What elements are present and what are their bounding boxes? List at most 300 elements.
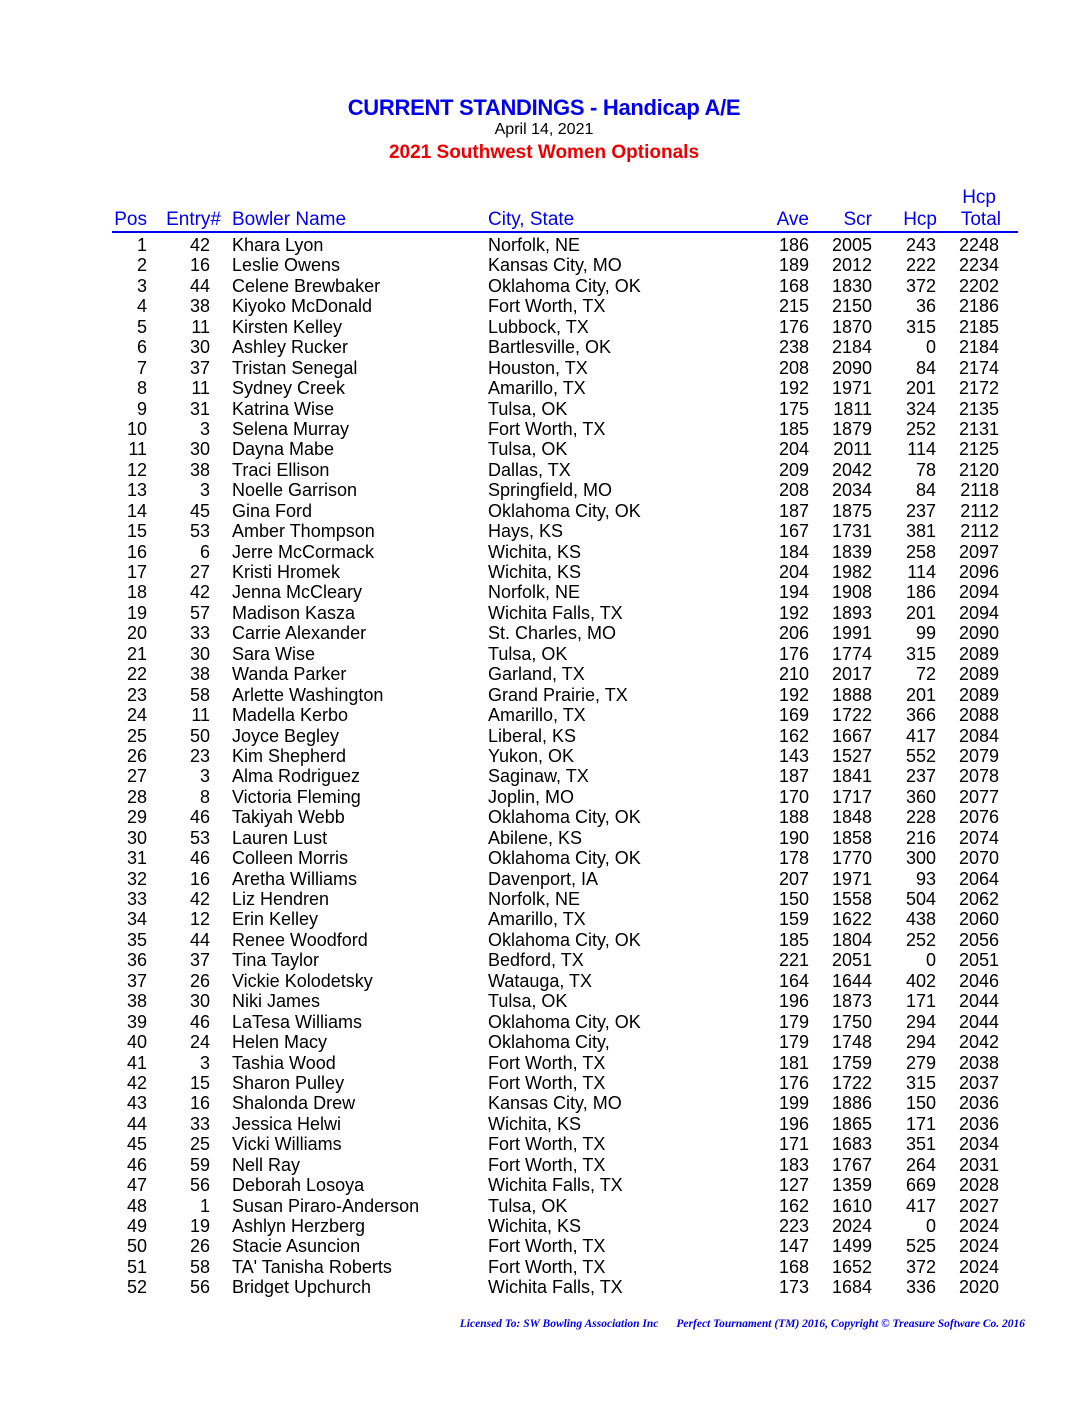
cell-bowler-name: Colleen Morris	[232, 848, 349, 869]
cell-bowler-name: Jessica Helwi	[232, 1113, 342, 1134]
cell-entry: 44	[189, 929, 210, 950]
cell-hcp-total: 2060	[958, 909, 999, 930]
cell-entry: 53	[189, 827, 210, 848]
cell-pos: 15	[126, 521, 147, 542]
cell-hcp-total: 2084	[958, 725, 999, 746]
cell-city-state: Fort Worth, TX	[488, 1236, 606, 1257]
cell-hcp-total: 2112	[960, 500, 999, 521]
cell-handicap: 201	[905, 684, 936, 705]
cell-city-state: Hays, KS	[488, 521, 564, 542]
cell-city-state: Norfolk, NE	[488, 235, 581, 255]
cell-handicap: 360	[905, 786, 936, 807]
cell-hcp-total: 2036	[958, 1093, 999, 1114]
col-city-header: City, State	[488, 209, 575, 230]
cell-bowler-name: Susan Piraro-Anderson	[232, 1195, 420, 1216]
table-row	[0, 726, 1088, 746]
cell-handicap: 324	[905, 398, 936, 419]
cell-city-state: Joplin, MO	[488, 786, 575, 807]
cell-city-state: Fort Worth, TX	[488, 296, 606, 317]
cell-hcp-total: 2090	[958, 623, 999, 644]
cell-hcp-total: 2046	[958, 970, 999, 991]
table-row	[0, 1257, 1088, 1277]
cell-city-state: Lubbock, TX	[488, 316, 589, 337]
table-row	[0, 603, 1088, 623]
cell-hcp-total: 2051	[958, 950, 999, 971]
cell-bowler-name: Tashia Wood	[232, 1052, 336, 1073]
cell-hcp-total: 2076	[958, 807, 999, 828]
cell-pos: 37	[126, 970, 147, 991]
cell-city-state: Dallas, TX	[488, 459, 571, 480]
cell-city-state: Oklahoma City, OK	[488, 929, 641, 950]
cell-handicap: 72	[915, 664, 936, 685]
cell-pos: 20	[126, 623, 147, 644]
cell-pos: 8	[136, 378, 147, 399]
cell-average: 159	[778, 909, 809, 930]
cell-scratch: 2017	[831, 664, 872, 685]
cell-scratch: 1888	[831, 684, 872, 705]
cell-city-state: Oklahoma City, OK	[488, 275, 641, 296]
cell-bowler-name: Lauren Lust	[232, 827, 328, 848]
cell-average: 187	[778, 766, 809, 787]
cell-scratch: 2184	[831, 337, 872, 358]
cell-entry: 57	[189, 602, 210, 623]
cell-pos: 21	[126, 643, 147, 664]
cell-handicap: 201	[905, 378, 936, 399]
cell-scratch: 1759	[831, 1052, 872, 1073]
cell-average: 143	[778, 745, 809, 766]
cell-entry: 56	[189, 1277, 210, 1298]
cell-entry: 11	[191, 705, 210, 726]
cell-average: 204	[778, 562, 809, 582]
cell-average: 179	[778, 1032, 809, 1053]
cell-bowler-name: Nell Ray	[232, 1154, 301, 1175]
cell-city-state: Amarillo, TX	[488, 909, 586, 930]
cell-average: 186	[778, 235, 809, 255]
cell-city-state: Tulsa, OK	[488, 439, 568, 460]
cell-scratch: 1908	[831, 582, 872, 603]
cell-scratch: 1870	[831, 316, 872, 337]
cell-pos: 33	[126, 889, 147, 909]
cell-average: 206	[778, 623, 809, 644]
cell-city-state: Tulsa, OK	[488, 398, 568, 419]
cell-handicap: 525	[905, 1236, 936, 1257]
cell-scratch: 2042	[831, 459, 872, 480]
cell-scratch: 1767	[831, 1154, 872, 1175]
cell-entry: 1	[199, 1195, 210, 1216]
cell-average: 204	[778, 439, 809, 460]
cell-scratch: 1886	[831, 1093, 872, 1114]
cell-entry: 8	[199, 786, 210, 807]
cell-entry: 53	[189, 521, 210, 542]
table-row	[0, 235, 1088, 255]
cell-hcp-total: 2248	[958, 235, 999, 255]
cell-bowler-name: Leslie Owens	[232, 255, 341, 276]
cell-hcp-total: 2096	[958, 562, 999, 582]
cell-entry: 42	[189, 889, 210, 909]
cell-average: 192	[778, 378, 809, 399]
cell-scratch: 1610	[831, 1195, 872, 1216]
cell-hcp-total: 2185	[958, 316, 999, 337]
cell-entry: 6	[199, 541, 210, 562]
cell-pos: 48	[126, 1195, 147, 1216]
cell-pos: 5	[136, 316, 147, 337]
cell-handicap: 252	[905, 929, 936, 950]
cell-average: 183	[778, 1154, 809, 1175]
cell-bowler-name: Khara Lyon	[232, 235, 324, 255]
col-scr-header: Scr	[843, 209, 872, 230]
cell-hcp-total: 2184	[958, 337, 999, 358]
cell-scratch: 1804	[831, 929, 872, 950]
table-row	[0, 1012, 1088, 1032]
cell-bowler-name: Sharon Pulley	[232, 1072, 345, 1093]
cell-scratch: 2034	[831, 480, 872, 501]
cell-pos: 4	[136, 296, 147, 317]
cell-handicap: 294	[905, 1011, 936, 1032]
cell-bowler-name: Ashlyn Herzberg	[232, 1216, 366, 1236]
cell-scratch: 1858	[831, 827, 872, 848]
cell-entry: 46	[189, 1011, 210, 1032]
cell-entry: 30	[189, 991, 210, 1012]
cell-scratch: 1971	[831, 378, 872, 399]
cell-hcp-total: 2094	[958, 582, 999, 603]
cell-pos: 38	[126, 991, 147, 1012]
cell-entry: 16	[189, 255, 210, 276]
cell-entry: 3	[199, 766, 210, 787]
table-row	[0, 1032, 1088, 1052]
cell-pos: 51	[126, 1256, 147, 1277]
cell-handicap: 315	[905, 1072, 936, 1093]
cell-average: 189	[778, 255, 809, 276]
cell-pos: 42	[126, 1072, 147, 1093]
cell-entry: 38	[189, 296, 210, 317]
cell-handicap: 315	[905, 643, 936, 664]
cell-hcp-total: 2097	[958, 541, 999, 562]
cell-hcp-total: 2079	[958, 745, 999, 766]
cell-scratch: 1873	[831, 991, 872, 1012]
cell-average: 192	[778, 684, 809, 705]
cell-handicap: 237	[905, 500, 936, 521]
cell-handicap: 669	[905, 1175, 936, 1196]
cell-scratch: 1644	[831, 970, 872, 991]
table-row	[0, 664, 1088, 684]
cell-city-state: Davenport, IA	[488, 868, 599, 889]
cell-pos: 41	[126, 1052, 147, 1073]
cell-scratch: 2024	[831, 1216, 872, 1236]
cell-hcp-total: 2044	[958, 1011, 999, 1032]
cell-bowler-name: Selena Murray	[232, 418, 350, 439]
cell-pos: 36	[126, 950, 147, 971]
cell-entry: 44	[189, 275, 210, 296]
table-row	[0, 930, 1088, 950]
cell-pos: 44	[126, 1113, 147, 1134]
cell-bowler-name: Bridget Upchurch	[232, 1277, 372, 1298]
table-row	[0, 705, 1088, 725]
cell-city-state: Abilene, KS	[488, 827, 583, 848]
cell-hcp-total: 2089	[958, 684, 999, 705]
cell-scratch: 1830	[831, 275, 872, 296]
cell-hcp-total: 2094	[958, 602, 999, 623]
cell-entry: 30	[189, 439, 210, 460]
cell-pos: 3	[136, 275, 147, 296]
cell-city-state: Fort Worth, TX	[488, 1256, 606, 1277]
cell-bowler-name: Madison Kasza	[232, 602, 356, 623]
table-row	[0, 828, 1088, 848]
cell-hcp-total: 2074	[958, 827, 999, 848]
cell-handicap: 264	[905, 1154, 936, 1175]
cell-average: 147	[778, 1236, 809, 1257]
cell-handicap: 300	[905, 848, 936, 869]
cell-average: 238	[778, 337, 809, 358]
cell-entry: 26	[189, 1236, 210, 1257]
cell-handicap: 258	[905, 541, 936, 562]
table-row	[0, 1196, 1088, 1216]
cell-average: 194	[778, 582, 809, 603]
cell-entry: 56	[189, 1175, 210, 1196]
cell-pos: 11	[128, 439, 147, 460]
cell-bowler-name: Helen Macy	[232, 1032, 328, 1053]
table-row	[0, 1114, 1088, 1134]
cell-handicap: 78	[915, 459, 936, 480]
cell-bowler-name: Carrie Alexander	[232, 623, 367, 644]
table-row	[0, 582, 1088, 602]
cell-bowler-name: Tina Taylor	[232, 950, 320, 971]
cell-average: 168	[778, 1256, 809, 1277]
cell-average: 176	[778, 316, 809, 337]
cell-handicap: 336	[905, 1277, 936, 1298]
cell-handicap: 201	[905, 602, 936, 623]
cell-hcp-total: 2028	[958, 1175, 999, 1196]
cell-scratch: 1499	[831, 1236, 872, 1257]
cell-city-state: Oklahoma City, OK	[488, 1011, 641, 1032]
cell-average: 207	[778, 868, 809, 889]
cell-city-state: Watauga, TX	[488, 970, 593, 991]
cell-city-state: Fort Worth, TX	[488, 1052, 606, 1073]
cell-pos: 17	[126, 562, 147, 582]
cell-scratch: 1683	[831, 1134, 872, 1155]
cell-pos: 12	[126, 459, 147, 480]
cell-bowler-name: Jenna McCleary	[232, 582, 363, 603]
cell-hcp-total: 2118	[960, 480, 999, 501]
cell-average: 221	[778, 950, 809, 971]
cell-hcp-total: 2070	[958, 848, 999, 869]
cell-hcp-total: 2031	[958, 1154, 999, 1175]
cell-average: 170	[778, 786, 809, 807]
cell-entry: 16	[189, 868, 210, 889]
cell-hcp-total: 2024	[958, 1216, 999, 1236]
cell-average: 184	[778, 541, 809, 562]
table-row	[0, 909, 1088, 929]
cell-pos: 6	[136, 337, 147, 358]
table-row	[0, 1277, 1088, 1297]
cell-entry: 30	[189, 643, 210, 664]
cell-bowler-name: Madella Kerbo	[232, 705, 349, 726]
cell-average: 176	[778, 1072, 809, 1093]
table-row	[0, 276, 1088, 296]
cell-average: 168	[778, 275, 809, 296]
cell-handicap: 381	[905, 521, 936, 542]
table-row	[0, 480, 1088, 500]
cell-scratch: 1982	[831, 562, 872, 582]
cell-scratch: 1667	[831, 725, 872, 746]
cell-handicap: 99	[915, 623, 936, 644]
cell-average: 176	[778, 643, 809, 664]
cell-entry: 38	[189, 459, 210, 480]
table-row	[0, 337, 1088, 357]
cell-pos: 34	[126, 909, 147, 930]
cell-handicap: 417	[905, 1195, 936, 1216]
cell-hcp-total: 2089	[958, 664, 999, 685]
cell-pos: 46	[126, 1154, 147, 1175]
cell-average: 150	[778, 889, 809, 909]
cell-bowler-name: Gina Ford	[232, 500, 313, 521]
cell-pos: 28	[126, 786, 147, 807]
cell-hcp-total: 2044	[958, 991, 999, 1012]
table-row	[0, 950, 1088, 970]
cell-bowler-name: Celene Brewbaker	[232, 275, 381, 296]
cell-hcp-total: 2064	[958, 868, 999, 889]
cell-scratch: 1875	[831, 500, 872, 521]
table-row	[0, 378, 1088, 398]
cell-bowler-name: Victoria Fleming	[232, 786, 361, 807]
cell-average: 173	[778, 1277, 809, 1298]
cell-bowler-name: Niki James	[232, 991, 321, 1012]
cell-pos: 47	[126, 1175, 147, 1196]
cell-pos: 2	[136, 255, 147, 276]
cell-hcp-total: 2125	[958, 439, 999, 460]
table-row	[0, 1134, 1088, 1154]
cell-city-state: Tulsa, OK	[488, 1195, 568, 1216]
cell-bowler-name: Erin Kelley	[232, 909, 319, 930]
cell-scratch: 1527	[831, 745, 872, 766]
cell-bowler-name: Traci Ellison	[232, 459, 330, 480]
cell-pos: 13	[126, 480, 147, 501]
cell-hcp-total: 2112	[960, 521, 999, 542]
cell-hcp-total: 2089	[958, 643, 999, 664]
table-row	[0, 1236, 1088, 1256]
cell-handicap: 216	[905, 827, 936, 848]
table-row	[0, 623, 1088, 643]
cell-handicap: 372	[905, 1256, 936, 1277]
cell-entry: 12	[189, 909, 210, 930]
cell-average: 169	[778, 705, 809, 726]
cell-average: 196	[778, 1113, 809, 1134]
cell-city-state: Oklahoma City, OK	[488, 848, 641, 869]
cell-scratch: 1971	[831, 868, 872, 889]
event-name: 2021 Southwest Women Optionals	[388, 142, 700, 163]
table-row	[0, 766, 1088, 786]
cell-hcp-total: 2062	[958, 889, 999, 909]
cell-scratch: 1991	[831, 623, 872, 644]
cell-bowler-name: Kiyoko McDonald	[232, 296, 373, 317]
table-row	[0, 1175, 1088, 1195]
cell-city-state: Grand Prairie, TX	[488, 684, 628, 705]
cell-pos: 14	[126, 500, 147, 521]
cell-bowler-name: Jerre McCormack	[232, 541, 375, 562]
table-row	[0, 746, 1088, 766]
cell-entry: 42	[189, 235, 210, 255]
cell-average: 181	[778, 1052, 809, 1073]
cell-scratch: 2012	[831, 255, 872, 276]
col-pos-header: Pos	[114, 209, 147, 230]
cell-pos: 25	[126, 725, 147, 746]
cell-bowler-name: Vicki Williams	[232, 1134, 342, 1155]
cell-handicap: 243	[905, 235, 936, 255]
cell-scratch: 1774	[831, 643, 872, 664]
cell-bowler-name: Joyce Begley	[232, 725, 340, 746]
cell-pos: 22	[126, 664, 147, 685]
cell-entry: 42	[189, 582, 210, 603]
table-row	[0, 991, 1088, 1011]
table-row	[0, 399, 1088, 419]
cell-entry: 11	[191, 316, 210, 337]
cell-pos: 18	[126, 582, 147, 603]
cell-average: 162	[778, 725, 809, 746]
cell-pos: 45	[126, 1134, 147, 1155]
standings-table	[0, 235, 1088, 1298]
report-date: April 14, 2021	[494, 121, 594, 138]
col-name-header: Bowler Name	[232, 209, 347, 230]
cell-average: 223	[778, 1216, 809, 1236]
cell-city-state: Wichita, KS	[488, 541, 582, 562]
cell-average: 185	[778, 929, 809, 950]
cell-city-state: Kansas City, MO	[488, 1093, 622, 1114]
cell-scratch: 1622	[831, 909, 872, 930]
cell-entry: 46	[189, 848, 210, 869]
table-row	[0, 644, 1088, 664]
cell-bowler-name: Liz Hendren	[232, 889, 330, 909]
cell-scratch: 1722	[831, 705, 872, 726]
cell-hcp-total: 2131	[958, 418, 999, 439]
cell-pos: 49	[126, 1216, 147, 1236]
cell-bowler-name: Wanda Parker	[232, 664, 347, 685]
cell-city-state: Fort Worth, TX	[488, 1072, 606, 1093]
cell-bowler-name: Sara Wise	[232, 643, 316, 664]
cell-city-state: Wichita Falls, TX	[488, 1175, 623, 1196]
cell-pos: 43	[126, 1093, 147, 1114]
table-row	[0, 460, 1088, 480]
table-row	[0, 439, 1088, 459]
cell-average: 215	[778, 296, 809, 317]
cell-handicap: 504	[905, 889, 936, 909]
cell-handicap: 0	[925, 1216, 936, 1236]
cell-city-state: Springfield, MO	[488, 480, 613, 501]
table-row	[0, 255, 1088, 275]
cell-entry: 37	[189, 950, 210, 971]
cell-pos: 39	[126, 1011, 147, 1032]
cell-entry: 16	[189, 1093, 210, 1114]
cell-scratch: 1731	[831, 521, 872, 542]
cell-scratch: 1879	[831, 418, 872, 439]
table-row	[0, 1053, 1088, 1073]
cell-average: 196	[778, 991, 809, 1012]
cell-pos: 26	[126, 745, 147, 766]
footer-license: Licensed To: SW Bowling Association Inc	[459, 1318, 659, 1330]
cell-city-state: Wichita, KS	[488, 1216, 582, 1236]
cell-average: 187	[778, 500, 809, 521]
cell-bowler-name: Ashley Rucker	[232, 337, 349, 358]
cell-handicap: 552	[905, 745, 936, 766]
footer	[0, 1318, 1025, 1330]
cell-hcp-total: 2078	[958, 766, 999, 787]
table-row	[0, 296, 1088, 316]
report-title: CURRENT STANDINGS - Handicap A/E	[347, 95, 741, 120]
cell-entry: 23	[189, 745, 210, 766]
cell-handicap: 114	[907, 562, 936, 582]
cell-scratch: 1770	[831, 848, 872, 869]
cell-city-state: Norfolk, NE	[488, 889, 581, 909]
cell-city-state: Amarillo, TX	[488, 378, 586, 399]
cell-city-state: St. Charles, MO	[488, 623, 617, 644]
